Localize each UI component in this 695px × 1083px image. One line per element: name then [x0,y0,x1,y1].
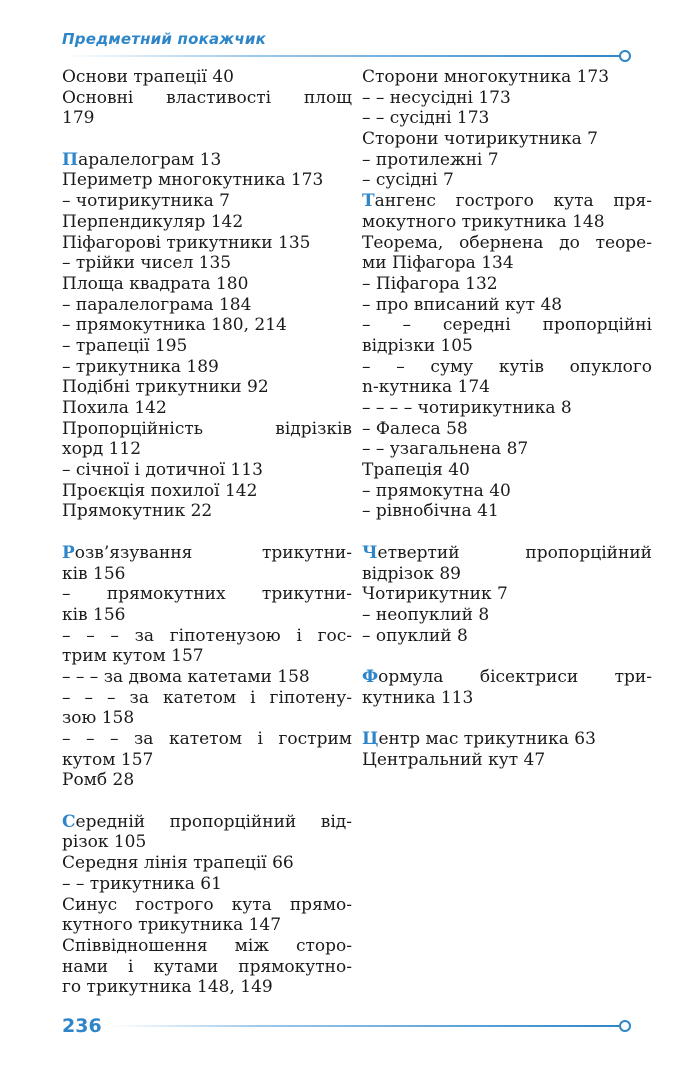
index-entry [62,315,352,336]
index-entry [62,501,352,522]
index-entry [62,729,352,750]
entry-text: зою 158 [62,708,135,729]
index-entry [62,895,352,916]
entry-gap [362,646,652,667]
entry-text: аралелограм 13 [78,149,222,170]
entry-text: Трапеція 40 [362,460,470,481]
index-entry [62,233,352,254]
index-entry [362,543,652,564]
section-initial-letter: Ч [362,542,378,563]
entry-text: – трапеції 195 [62,335,188,356]
entry-text: ків 156 [62,563,126,584]
entry-text: Середня лінія трапеції 66 [62,853,294,874]
header-rule-end-circle [620,51,630,61]
index-entry [62,708,352,729]
entry-text: Периметр многокутника 173 [62,170,324,191]
entry-text: Синус гострого кута прямо- [62,894,352,915]
index-entry [362,688,652,709]
index-entry [362,667,652,688]
entry-text: Площа квадрата 180 [62,273,249,294]
index-entry [62,750,352,771]
entry-text: етвертий пропорційний [377,542,652,563]
index-entry [362,274,652,295]
entry-text: кутного трикутника 147 [62,915,282,936]
index-entry [362,150,652,171]
index-entry [62,67,352,88]
entry-text: Піфагорові трикутники 135 [62,232,311,253]
entry-text: – – сусідні 173 [362,108,490,129]
entry-text: відрізки 105 [362,335,473,356]
index-entry [362,108,652,129]
index-entry [362,336,652,357]
index-entry [62,812,352,833]
entry-text: мокутного трикутника 148 [362,211,605,232]
index-entry [362,564,652,585]
entry-text: – чотирикутника 7 [62,191,230,212]
index-entry [62,108,352,129]
entry-text: – опуклий 8 [362,625,468,646]
entry-text: Перпендикуляр 142 [62,211,244,232]
index-entry [62,377,352,398]
section-initial-letter: Ц [362,729,379,749]
index-entry [62,398,352,419]
entry-text: – – трикутника 61 [62,873,222,894]
index-entry [62,150,352,171]
entry-text: ангенс гострого кута пря- [374,191,652,212]
entry-text: озв’язування трикутни- [74,542,352,563]
entry-text: – рівнобічна 41 [362,501,499,522]
entry-text: – прямокутна 40 [362,480,511,501]
index-entry [362,357,652,378]
entry-text: ми Піфагора 134 [362,253,514,274]
entry-gap [62,129,352,150]
entry-text: – – несусідні 173 [362,87,511,108]
index-entry [62,688,352,709]
index-entry [62,667,352,688]
index-entry [362,605,652,626]
entry-text: Подібні трикутники 92 [62,377,269,398]
index-entry [62,936,352,957]
index-entry [362,377,652,398]
entry-text: Основні властивості площ [62,87,352,108]
index-entry [362,501,652,522]
section-initial-letter: П [62,149,79,170]
entry-text: – паралелограма 184 [62,294,252,315]
header-rule [0,45,695,67]
entry-text: – – узагальнена 87 [362,439,529,460]
section-initial-letter: Т [362,191,375,212]
entry-text: ентр мас трикутника 63 [378,729,596,749]
section-initial-letter: С [62,811,76,832]
entry-text: 179 [62,108,95,129]
entry-text: трим кутом 157 [62,646,204,667]
section-initial-letter: Ф [362,666,379,687]
index-entry [362,212,652,233]
index-entry [62,915,352,936]
index-entry [362,460,652,481]
page-title: Предметний покажчик [62,30,267,48]
entry-text: різок 105 [62,832,147,853]
entry-text: – сусідні 7 [362,170,454,191]
entry-text: – трійки чисел 135 [62,253,232,274]
entry-text: Сторони многокутника 173 [362,67,610,87]
entry-text: n-кутника 174 [362,377,490,398]
entry-text: відрізок 89 [362,563,461,584]
index-entry [362,439,652,460]
index-entry [62,874,352,895]
index-entry [62,336,352,357]
entry-text: ків 156 [62,604,126,625]
entry-text: Похила 142 [62,398,167,418]
entry-text: – січної і дотичної 113 [62,460,263,481]
index-entry [62,584,352,605]
entry-text: – прямокутника 180, 214 [62,315,287,336]
footer-rule-end-circle [620,1021,630,1031]
index-entry [62,419,352,440]
entry-text: – Фалеса 58 [362,418,468,439]
entry-text: хорд 112 [62,439,142,460]
index-entry [62,274,352,295]
entry-text: – неопуклий 8 [362,604,490,625]
entry-text: – – – за катетом і гострим [62,729,352,749]
index-entry [62,295,352,316]
index-entry [362,750,652,771]
entry-text: Центральний кут 47 [362,749,546,770]
entry-text: ередній пропорційний від- [75,811,352,832]
index-entry [62,170,352,191]
index-entry [62,605,352,626]
entry-text: Сторони чотирикутника 7 [362,129,598,150]
index-entry [62,543,352,564]
entry-text: Прямокутник 22 [62,501,213,522]
entry-text: Проєкція похилої 142 [62,480,258,501]
index-entry [62,646,352,667]
entry-text: – трикутника 189 [62,356,219,377]
entry-text: нами і кутами прямокутно- [62,956,352,977]
page-number: 236 [62,1015,102,1037]
entry-text: – – – за гіпотенузою і гос- [62,625,352,646]
index-entry [362,88,652,109]
index-entry [362,233,652,254]
entry-text: кутника 113 [362,687,474,708]
index-entry [62,564,352,585]
entry-text: – – – за двома катетами 158 [62,666,310,687]
index-entry [62,88,352,109]
entry-text: Пропорційність відрізків [62,418,352,439]
index-entry [362,170,652,191]
index-entry [62,977,352,998]
index-entry [362,419,652,440]
index-entry [362,253,652,274]
index-entry [62,481,352,502]
index-entry [62,626,352,647]
index-entry [362,584,652,605]
index-column-left [62,67,352,998]
index-entry [362,191,652,212]
entry-gap [362,708,652,729]
index-entry [362,729,652,750]
footer-rule [0,1015,695,1037]
index-entry [362,398,652,419]
index-entry [362,626,652,647]
index-entry [362,129,652,150]
index-entry [362,295,652,316]
index-entry [62,439,352,460]
entry-text: Чотирикутник 7 [362,584,508,605]
entry-text: Основи трапеції 40 [62,67,234,87]
index-entry [62,853,352,874]
index-column-right [362,67,652,770]
entry-text: – Піфагора 132 [362,273,498,294]
index-entry [62,770,352,791]
entry-text: – – середні пропорційні [362,315,652,336]
section-initial-letter: Р [62,542,75,563]
entry-text: Ромб 28 [62,770,135,791]
index-entry [362,481,652,502]
index-entry [62,460,352,481]
entry-gap [62,522,352,543]
index-entry [362,315,652,336]
entry-text: – прямокутних трикутни- [62,584,352,605]
index-entry [62,832,352,853]
entry-text: ормула бісектриси три- [378,666,652,687]
entry-text: – – – – чотирикутника 8 [362,398,572,418]
entry-text: – про вписаний кут 48 [362,294,563,315]
index-entry [62,253,352,274]
entry-text: Теорема, обернена до теоре- [362,232,652,253]
entry-text: го трикутника 148, 149 [62,977,273,998]
entry-text: Співвідношення між сторо- [62,935,352,956]
entry-text: – – суму кутів опуклого [362,356,652,377]
entry-text: кутом 157 [62,749,154,770]
index-entry [62,212,352,233]
entry-gap [62,791,352,812]
index-entry [362,67,652,88]
index-entry [62,957,352,978]
entry-gap [362,522,652,543]
index-entry [62,191,352,212]
entry-text: – протилежні 7 [362,149,499,170]
index-entry [62,357,352,378]
entry-text: – – – за катетом і гіпотену- [62,687,352,708]
